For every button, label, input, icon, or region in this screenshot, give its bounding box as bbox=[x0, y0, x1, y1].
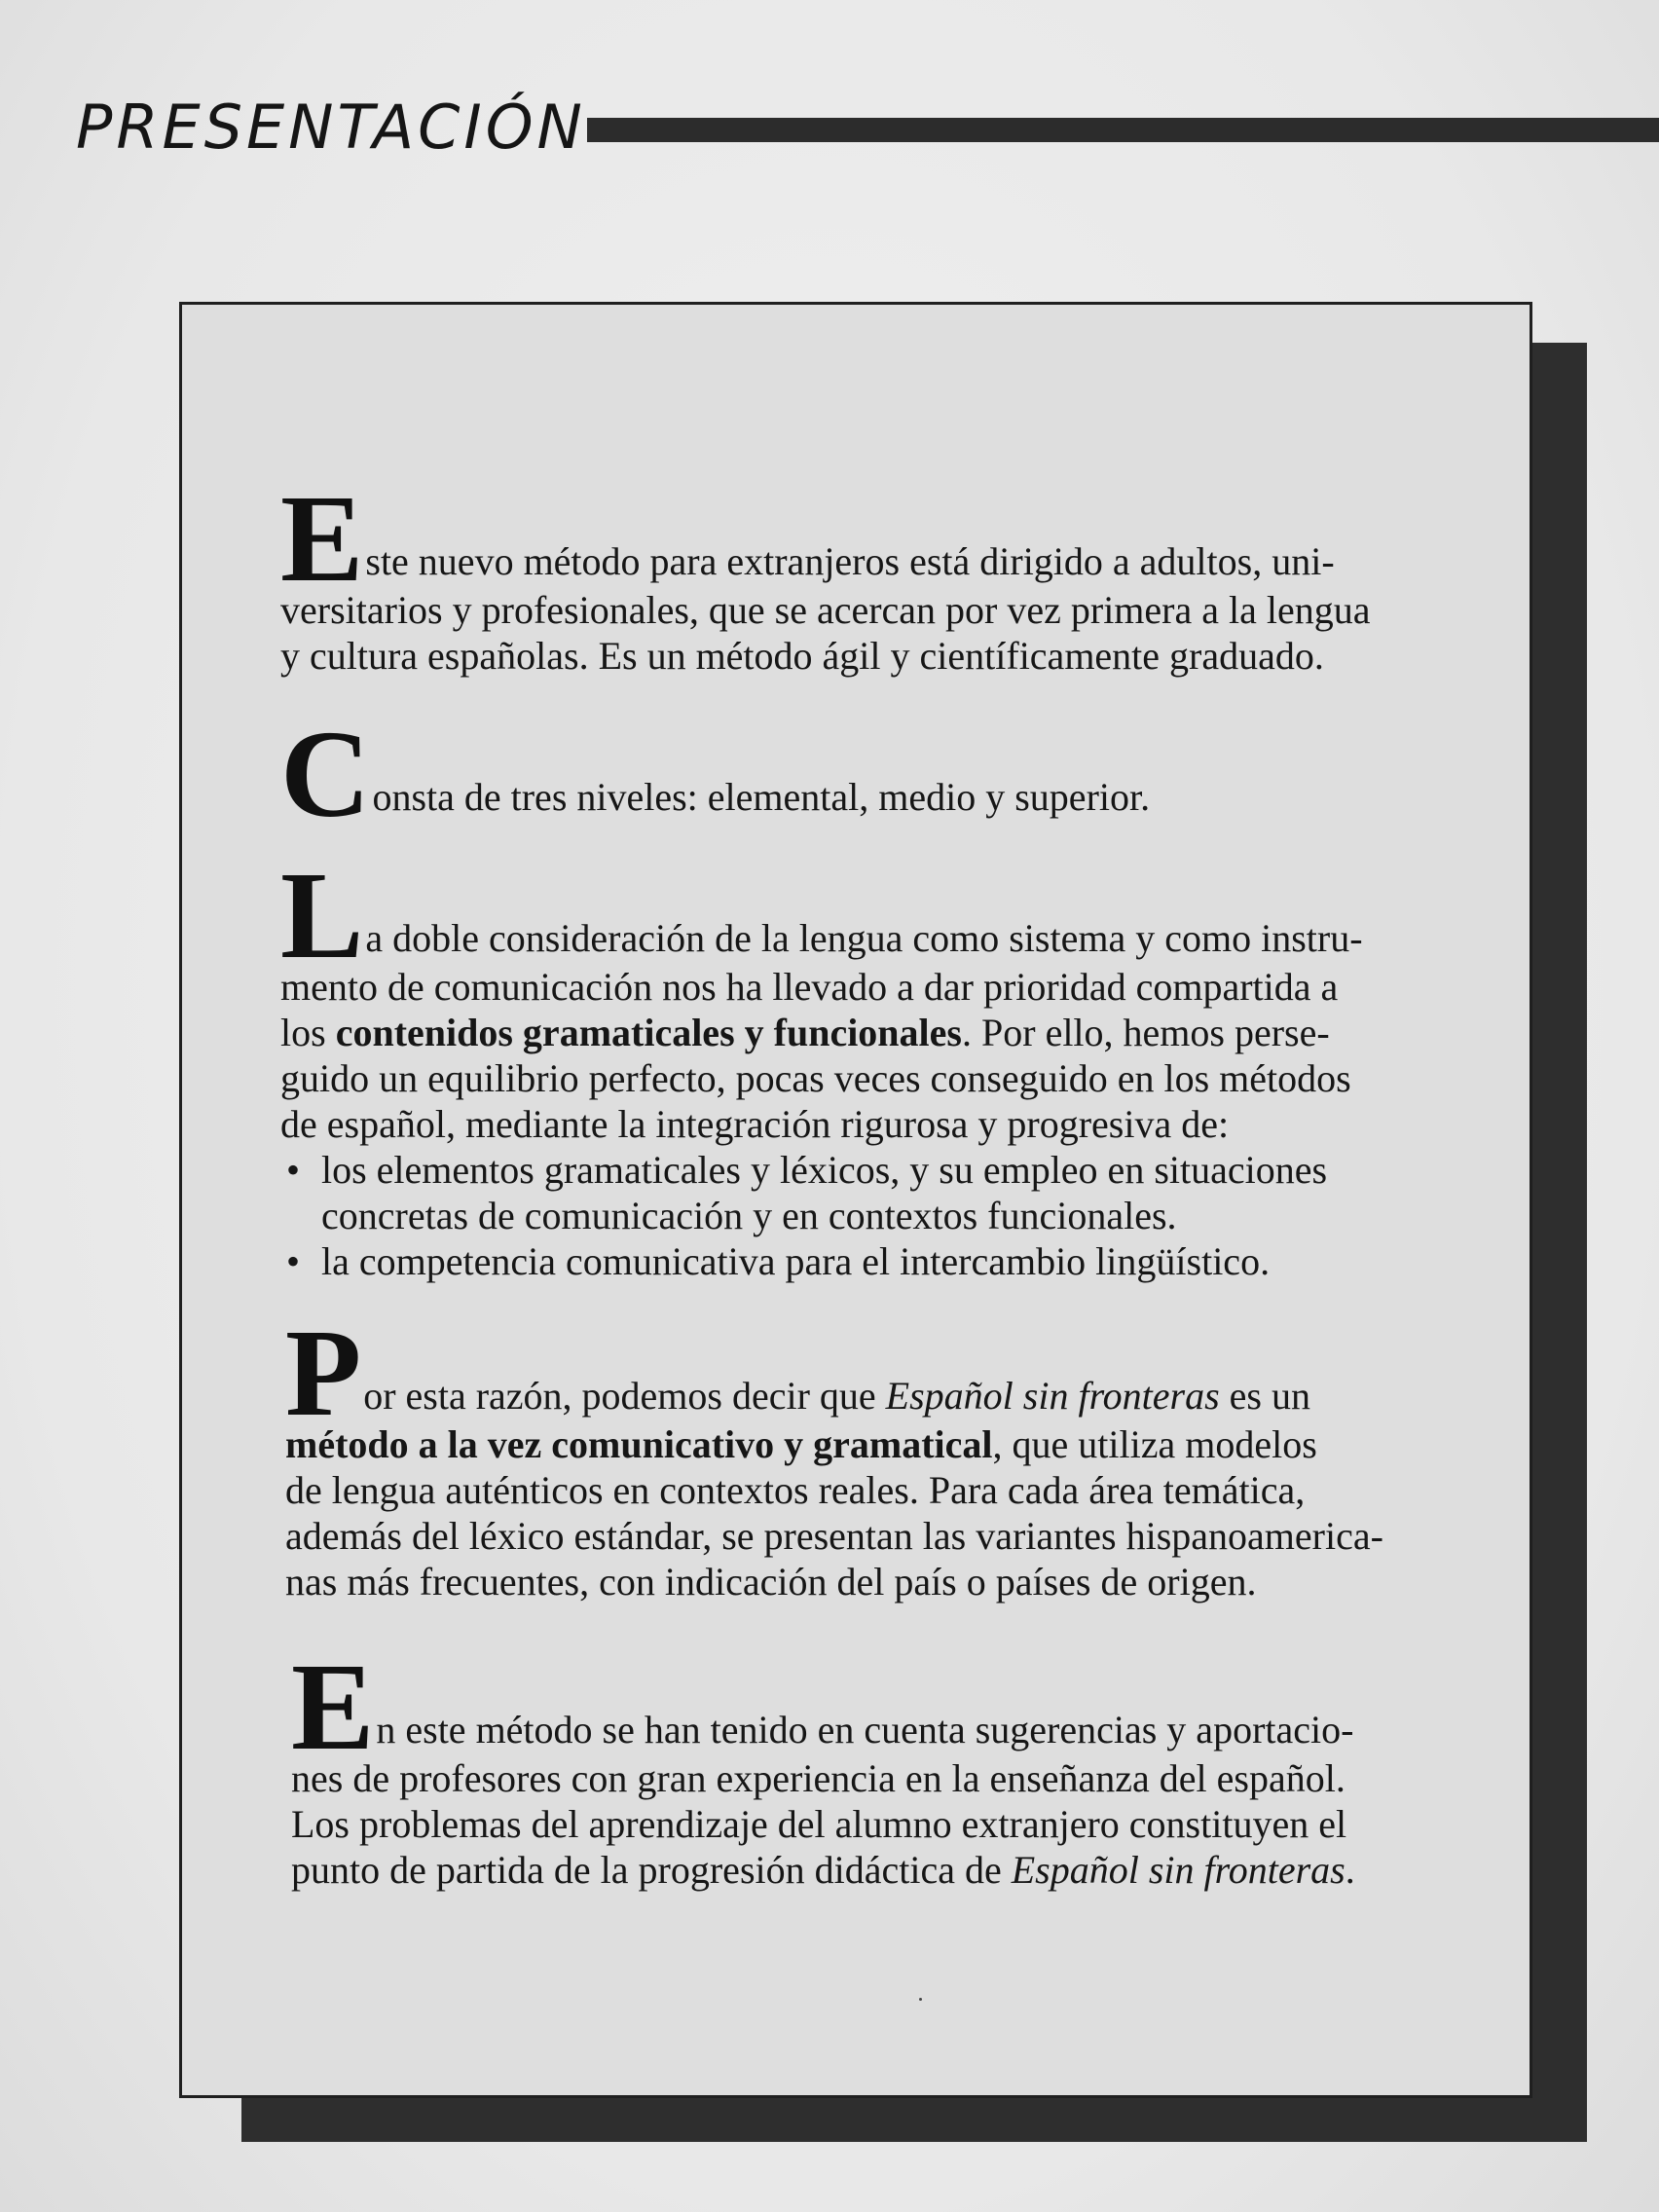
bullet-item bbox=[280, 1238, 1363, 1284]
bullet-text-continued: concretas de comunicación y en contextos funcionales. bbox=[321, 1194, 1177, 1237]
text-line bbox=[280, 1010, 1363, 1055]
bold-phrase: método a la vez comunicativo y gramatical bbox=[285, 1422, 993, 1466]
dropcap-letter: E bbox=[280, 469, 364, 608]
text-line: y cultura españolas. Es un método ágil y científicamente graduado. bbox=[280, 634, 1324, 678]
presentation-box bbox=[179, 302, 1532, 2098]
bullet-icon: • bbox=[286, 1148, 301, 1192]
text-line: Los problemas del aprendizaje del alumno extranjero constituyen el bbox=[291, 1802, 1347, 1846]
bullet-icon: • bbox=[286, 1239, 301, 1283]
text-line: n este método se han tenido en cuenta sugerencias y aportacio- bbox=[376, 1708, 1354, 1751]
dropcap-letter: E bbox=[291, 1638, 375, 1776]
text-line bbox=[285, 1421, 1383, 1467]
text-fragment: or esta razón, podemos decir que bbox=[363, 1374, 886, 1418]
paragraph-contents bbox=[280, 846, 1363, 1284]
paragraph-first-line bbox=[285, 1304, 1383, 1442]
dropcap-letter: C bbox=[280, 705, 371, 843]
paragraph-intro bbox=[280, 469, 1371, 679]
text-line: de lengua auténticos en contextos reales. Para cada área temática, bbox=[285, 1468, 1306, 1512]
paragraph-experience bbox=[291, 1638, 1355, 1893]
book-title: Español sin fronteras bbox=[885, 1374, 1220, 1418]
text-line: de español, mediante la integración rigurosa y progresiva de: bbox=[280, 1102, 1230, 1146]
text-line: nas más frecuentes, con indicación del país o países de origen. bbox=[285, 1560, 1257, 1604]
paragraph-method bbox=[285, 1304, 1383, 1604]
print-speck bbox=[919, 1998, 922, 2001]
dropcap-letter: P bbox=[285, 1304, 362, 1442]
bullet-item bbox=[280, 1147, 1363, 1193]
text-fragment: los bbox=[280, 1011, 336, 1054]
text-fragment: , que utiliza modelos bbox=[992, 1422, 1317, 1466]
page-header bbox=[76, 84, 1659, 171]
page-title: PRESENTACIÓN bbox=[76, 92, 586, 163]
paragraph-first-line bbox=[280, 705, 1151, 843]
text-fragment: . Por ello, hemos perse- bbox=[962, 1011, 1330, 1054]
text-line: nes de profesores con gran experiencia en la enseñanza del español. bbox=[291, 1756, 1346, 1800]
text-fragment: . bbox=[1345, 1848, 1355, 1892]
paragraph-first-line bbox=[280, 846, 1363, 984]
text-line: a doble consideración de la lengua como sistema y como instru- bbox=[365, 916, 1363, 960]
text-line: versitarios y profesionales, que se acercan por vez primera a la lengua bbox=[280, 588, 1371, 632]
bullet-text: la competencia comunicativa para el intercambio lingüístico. bbox=[321, 1239, 1271, 1283]
paragraph-levels bbox=[280, 705, 1151, 843]
text-line bbox=[291, 1847, 1355, 1893]
text-line: onsta de tres niveles: elemental, medio y superior. bbox=[372, 775, 1151, 819]
book-title: Español sin fronteras bbox=[1011, 1848, 1346, 1892]
bullet-text: los elementos gramaticales y léxicos, y su empleo en situaciones bbox=[321, 1148, 1328, 1192]
paragraph-first-line bbox=[291, 1638, 1355, 1776]
text-line: guido un equilibrio perfecto, pocas veces conseguido en los métodos bbox=[280, 1056, 1351, 1100]
text-line: además del léxico estándar, se presentan las variantes hispanoamerica- bbox=[285, 1514, 1383, 1558]
text-line: ste nuevo método para extranjeros está dirigido a adultos, uni- bbox=[365, 539, 1335, 583]
bold-phrase: contenidos gramaticales y funcionales bbox=[335, 1011, 962, 1054]
text-fragment: punto de partida de la progresión didáctica de bbox=[291, 1848, 1012, 1892]
text-line: mento de comunicación nos ha llevado a dar prioridad compartida a bbox=[280, 965, 1339, 1009]
paragraph-first-line bbox=[280, 469, 1371, 608]
header-rule bbox=[587, 118, 1659, 142]
dropcap-letter: L bbox=[280, 846, 364, 984]
text-fragment: es un bbox=[1219, 1374, 1310, 1418]
